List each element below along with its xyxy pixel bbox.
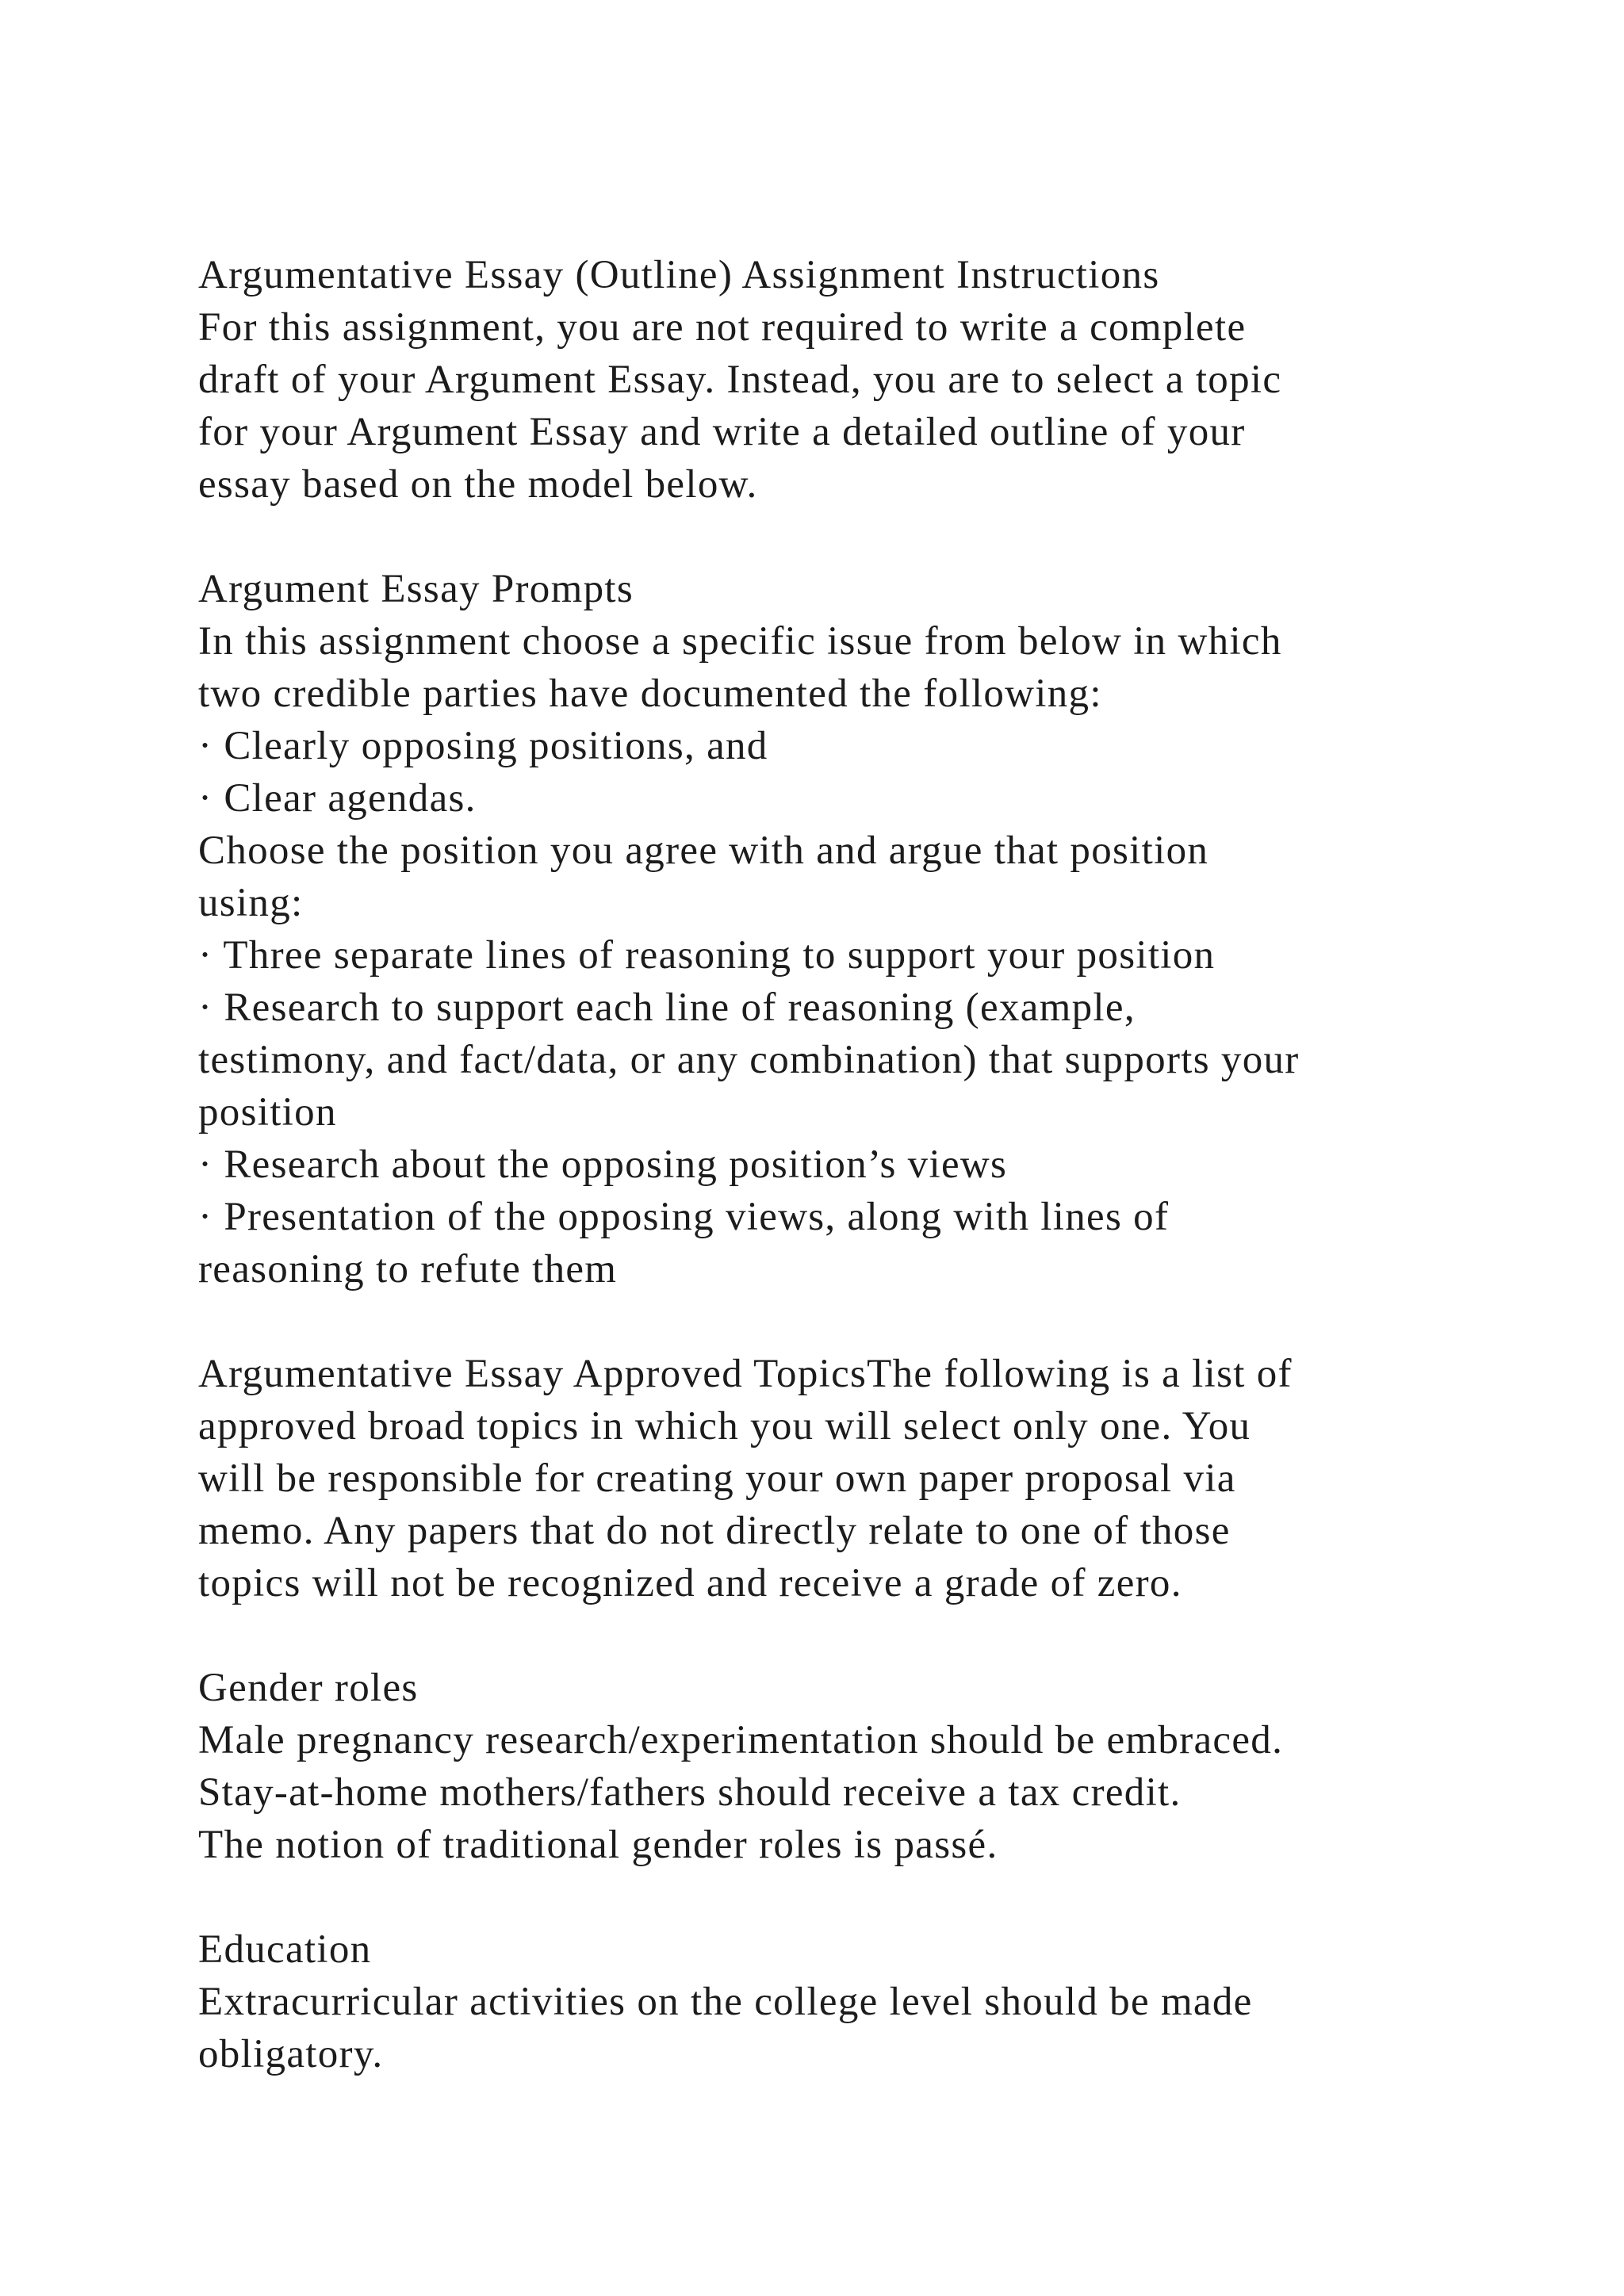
topics-line: Argumentative Essay Approved TopicsThe following is a list of	[198, 1352, 1293, 1396]
bullet-item: · Clear agendas.	[198, 776, 477, 821]
topics-line: memo. Any papers that do not directly relate to one of those	[198, 1509, 1231, 1553]
spacer	[198, 1609, 1483, 1662]
topics-line: topics will not be recognized and receive a grade of zero.	[198, 1561, 1182, 1605]
topic-item: Stay-at-home mothers/fathers should receive a tax credit.	[198, 1770, 1182, 1815]
gender-heading: Gender roles	[198, 1666, 419, 1710]
document-title: Argumentative Essay (Outline) Assignment Instructions	[198, 253, 1160, 297]
topics-line: approved broad topics in which you will select only one. You	[198, 1404, 1251, 1448]
bullet-item: · Clearly opposing positions, and	[198, 724, 768, 768]
prompts-line: Choose the position you agree with and argue that position	[198, 828, 1209, 873]
prompts-line: testimony, and fact/data, or any combination) that supports your	[198, 1038, 1300, 1082]
gender-topics	[198, 1714, 1483, 1871]
prompts-line: using:	[198, 881, 304, 925]
intro-line: essay based on the model below.	[198, 462, 758, 507]
prompts-line: reasoning to refute them	[198, 1247, 618, 1292]
topic-item: obligatory.	[198, 2032, 384, 2076]
document-page	[198, 249, 1483, 2080]
prompts-section	[198, 615, 1483, 1295]
spacer	[198, 1871, 1483, 1923]
spacer	[198, 1295, 1483, 1348]
education-heading: Education	[198, 1927, 372, 1972]
intro-line: for your Argument Essay and write a detailed outline of your	[198, 410, 1246, 454]
topics-line: will be responsible for creating your own paper proposal via	[198, 1456, 1236, 1501]
intro-line: For this assignment, you are not required to write a complete	[198, 305, 1247, 350]
bullet-item: · Presentation of the opposing views, along with lines of	[198, 1195, 1170, 1239]
prompts-line: two credible parties have documented the following:	[198, 672, 1102, 716]
topic-item: Extracurricular activities on the college level should be made	[198, 1980, 1253, 2024]
bullet-item: · Research about the opposing position’s views	[198, 1142, 1008, 1187]
bullet-item: · Three separate lines of reasoning to support your position	[198, 933, 1216, 978]
prompts-line: position	[198, 1090, 337, 1135]
topics-paragraph	[198, 1348, 1483, 1609]
prompts-line: In this assignment choose a specific issue from below in which	[198, 619, 1282, 664]
topic-item: Male pregnancy research/experimentation should be embraced.	[198, 1718, 1284, 1762]
topic-item: The notion of traditional gender roles is passé.	[198, 1823, 998, 1867]
spacer	[198, 511, 1483, 563]
intro-paragraph	[198, 301, 1483, 511]
prompts-heading: Argument Essay Prompts	[198, 567, 634, 611]
education-topics	[198, 1976, 1483, 2080]
intro-line: draft of your Argument Essay. Instead, you are to select a topic	[198, 358, 1282, 402]
bullet-item: · Research to support each line of reasoning (example,	[198, 985, 1136, 1030]
